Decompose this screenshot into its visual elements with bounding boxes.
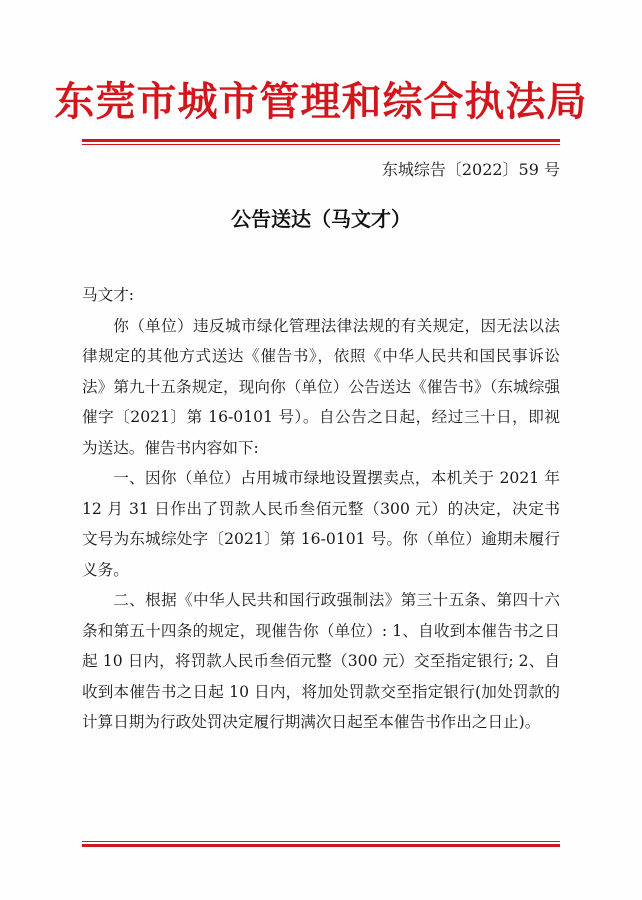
footer-rule-thin [82, 841, 560, 842]
paragraph-item-one: 一、因你（单位）占用城市绿地设置摆卖点，本机关于 2021 年 12 月 31 日作出了罚款人民币叁佰元整（300 元）的决定，决定书文号为东城综处字〔2021〕第 16-0101 号。你（单位）逾期未履行义务。 [82, 469, 560, 579]
document-number: 东城综告〔2022〕59 号 [381, 160, 560, 179]
header-rule-thick [82, 139, 560, 142]
agency-header: 东莞市城市管理和综合执法局 [54, 78, 588, 125]
document-title: 公告送达（马文才） [231, 207, 411, 231]
footer-rule-thick [82, 844, 560, 847]
paragraph-intro: 你（单位）违反城市绿化管理法律法规的有关规定，因无法以法律规定的其他方式送达《催告书》，依照《中华人民共和国民事诉讼法》第九十五条规定，现向你（单位）公告送达《催告书》（东城综强催字〔2021〕第 16-0101 号）。自公告之日起，经过三十日，即视为送达。催告书内容如下: [82, 316, 560, 457]
document-body [82, 280, 560, 738]
header-rule-thin [82, 144, 560, 145]
salutation: 马文才: [82, 286, 135, 304]
paragraph-item-two: 二、根据《中华人民共和国行政强制法》第三十五条、第四十六条和第五十四条的规定，现催告你（单位）: 1、自收到本催告书之日起 10 日内，将罚款人民币叁佰元整（300 元）交至指定银行; 2、自收到本催告书之日起 10 日内，将加处罚款交至指定银行(加处罚款的计算日期为行政处罚决定履行期满次日起至本催告书作出之日止)。 [82, 591, 560, 731]
